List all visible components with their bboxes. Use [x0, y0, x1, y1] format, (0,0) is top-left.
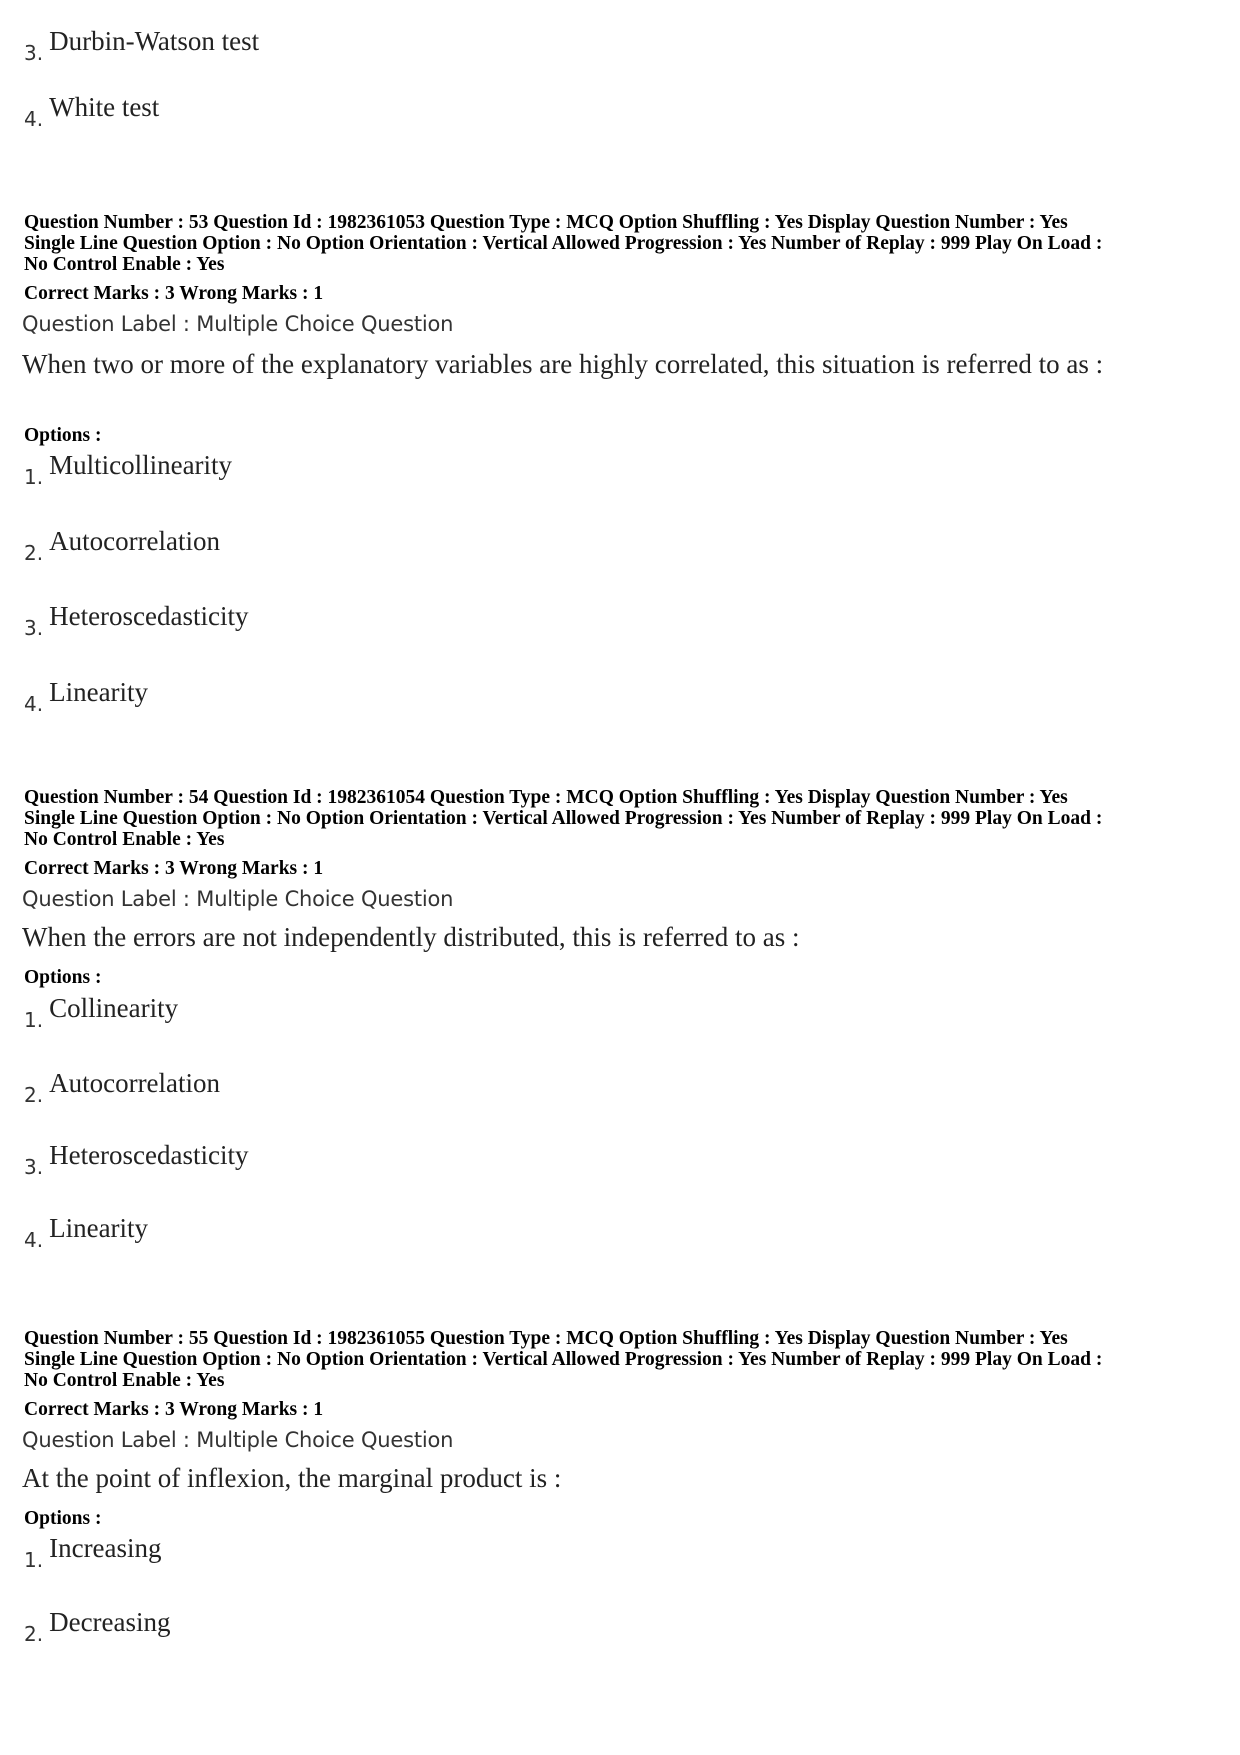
option-3 — [24, 1140, 249, 1179]
option-4 — [24, 1213, 148, 1252]
question-text: When the errors are not independently distributed, this is referred to as : — [22, 922, 800, 952]
option-2 — [24, 526, 220, 565]
question-meta: Question Number : 55 Question Id : 1982361055 Question Type : MCQ Option Shuffling : Yes Display Question Number : Yes Single Line Question Option : No Option Orientation : Vertical Allowed Progression : Yes Number of Replay : 999 Play On Load : No Control Enable : Yes — [24, 1328, 1103, 1391]
option-text: Linearity — [49, 1213, 149, 1243]
option-4 — [24, 677, 148, 716]
option-text: Decreasing — [49, 1607, 171, 1637]
option-text: Collinearity — [49, 993, 179, 1023]
option-text: Autocorrelation — [49, 526, 221, 556]
question-text: At the point of inflexion, the marginal product is : — [22, 1463, 562, 1493]
option-number: 4. — [24, 692, 44, 716]
option-number: 1. — [24, 1008, 44, 1032]
option-text: Heteroscedasticity — [49, 601, 249, 631]
question-label: Question Label : Multiple Choice Question — [22, 1428, 454, 1452]
question-meta: Question Number : 53 Question Id : 1982361053 Question Type : MCQ Option Shuffling : Yes Display Question Number : Yes Single Line Question Option : No Option Orientation : Vertical Allowed Progression : Yes Number of Replay : 999 Play On Load : No Control Enable : Yes — [24, 212, 1103, 275]
options-heading: Options : — [24, 1508, 102, 1529]
options-heading: Options : — [24, 425, 102, 446]
option-text: Autocorrelation — [49, 1068, 221, 1098]
option-1 — [24, 1533, 162, 1572]
option-number: 1. — [24, 465, 44, 489]
option-number: 3. — [24, 41, 44, 65]
option-text: Durbin-Watson test — [49, 26, 260, 56]
option-text: Linearity — [49, 677, 149, 707]
option-number: 3. — [24, 616, 44, 640]
option-1 — [24, 993, 178, 1032]
option-2 — [24, 1607, 171, 1646]
question-label: Question Label : Multiple Choice Question — [22, 887, 454, 911]
option-number: 4. — [24, 107, 44, 131]
option-number: 4. — [24, 1228, 44, 1252]
prev-option-3 — [24, 26, 259, 65]
option-text: Heteroscedasticity — [49, 1140, 249, 1170]
question-marks: Correct Marks : 3 Wrong Marks : 1 — [24, 283, 324, 304]
question-meta: Question Number : 54 Question Id : 1982361054 Question Type : MCQ Option Shuffling : Yes Display Question Number : Yes Single Line Question Option : No Option Orientation : Vertical Allowed Progression : Yes Number of Replay : 999 Play On Load : No Control Enable : Yes — [24, 787, 1103, 850]
option-3 — [24, 601, 249, 640]
option-1 — [24, 450, 232, 489]
option-number: 2. — [24, 1083, 44, 1107]
option-number: 1. — [24, 1548, 44, 1572]
option-2 — [24, 1068, 220, 1107]
question-label: Question Label : Multiple Choice Question — [22, 312, 454, 336]
option-number: 2. — [24, 1622, 44, 1646]
option-text: Increasing — [49, 1533, 162, 1563]
option-text: Multicollinearity — [49, 450, 233, 480]
option-number: 3. — [24, 1155, 44, 1179]
prev-option-4 — [24, 92, 159, 131]
question-text: When two or more of the explanatory variables are highly correlated, this situation is referred to as : — [22, 349, 1104, 379]
question-marks: Correct Marks : 3 Wrong Marks : 1 — [24, 858, 324, 879]
question-marks: Correct Marks : 3 Wrong Marks : 1 — [24, 1399, 324, 1420]
option-number: 2. — [24, 541, 44, 565]
options-heading: Options : — [24, 967, 102, 988]
option-text: White test — [49, 92, 160, 122]
